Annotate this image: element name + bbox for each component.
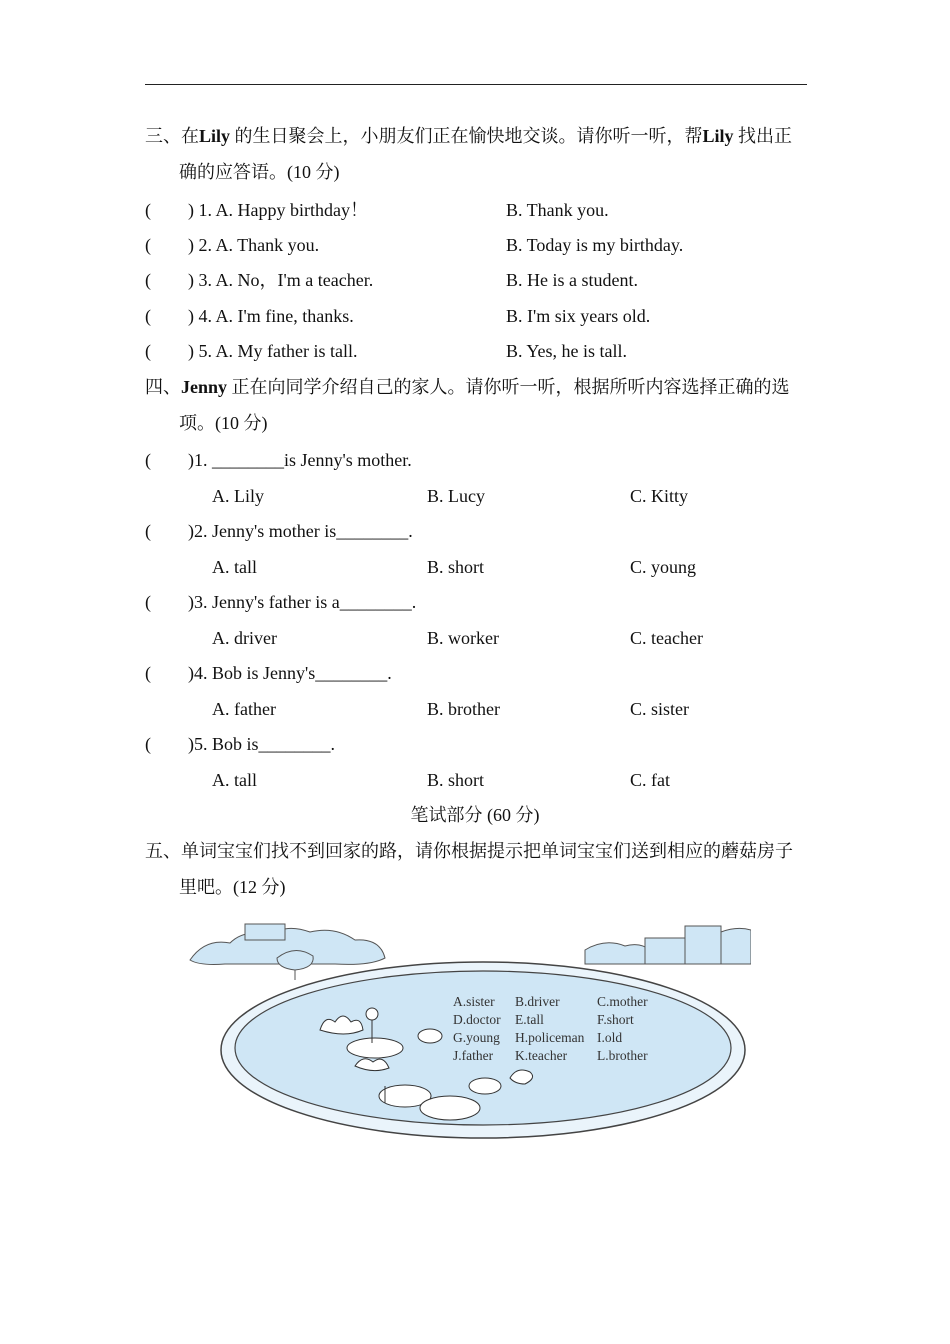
option-a: A. tall [212, 557, 257, 577]
question-text: )5. Bob is________. [188, 734, 336, 754]
section-5-instruction: 五、单词宝宝们找不到回家的路，请你根据提示把单词宝宝们送到相应的蘑菇房子里吧。(12 分) [145, 841, 793, 897]
answer-blank[interactable]: ( [145, 200, 151, 220]
word-g: G.young [453, 1030, 500, 1045]
word-b: B.driver [515, 994, 560, 1009]
option-b: B. short [427, 770, 485, 790]
option-b: B. Thank you. [506, 200, 609, 220]
pond-illustration [185, 918, 751, 1148]
option-b: B. I'm six years old. [506, 306, 651, 326]
word-c: C.mother [597, 994, 648, 1009]
word-i: I.old [597, 1030, 623, 1045]
option-b: B. short [427, 557, 485, 577]
option-c: C. fat [630, 770, 670, 790]
option-b: B. Lucy [427, 486, 485, 506]
option-b: B. brother [427, 699, 500, 719]
word-f: F.short [597, 1012, 634, 1027]
question-text: ) 5. A. My father is tall. [188, 341, 358, 361]
option-b: B. worker [427, 628, 499, 648]
word-d: D.doctor [453, 1012, 501, 1027]
answer-blank[interactable]: ( [145, 235, 151, 255]
option-a: A. tall [212, 770, 257, 790]
answer-blank[interactable]: ( [145, 521, 151, 541]
question-text: )1. ________is Jenny's mother. [188, 450, 412, 470]
option-c: C. Kitty [630, 486, 689, 506]
word-e: E.tall [515, 1012, 544, 1027]
option-c: C. sister [630, 699, 690, 719]
word-j: J.father [453, 1048, 494, 1063]
question-text: ) 2. A. Thank you. [188, 235, 320, 255]
answer-blank[interactable]: ( [145, 734, 151, 754]
option-b: B. Today is my birthday. [506, 235, 684, 255]
question-text: ) 1. A. Happy birthday！ [188, 200, 368, 220]
question-text: ) 4. A. I'm fine, thanks. [188, 306, 354, 326]
option-b: B. He is a student. [506, 270, 638, 290]
option-a: A. Lily [212, 486, 264, 506]
answer-blank[interactable]: ( [145, 450, 151, 470]
question-text: )3. Jenny's father is a________. [188, 592, 417, 612]
header-rule [145, 84, 807, 85]
answer-blank[interactable]: ( [145, 270, 151, 290]
written-part-title: 笔试部分 (60 分) [410, 805, 540, 825]
word-k: K.teacher [515, 1048, 568, 1063]
question-text: ) 3. A. No，I'm a teacher. [188, 270, 374, 290]
word-l: L.brother [597, 1048, 648, 1063]
answer-blank[interactable]: ( [145, 306, 151, 326]
answer-blank[interactable]: ( [145, 663, 151, 683]
question-text: )4. Bob is Jenny's________. [188, 663, 392, 683]
word-h: H.policeman [515, 1030, 585, 1045]
answer-blank[interactable]: ( [145, 592, 151, 612]
question-text: )2. Jenny's mother is________. [188, 521, 413, 541]
option-b: B. Yes, he is tall. [506, 341, 628, 361]
option-c: C. young [630, 557, 697, 577]
option-c: C. teacher [630, 628, 703, 648]
answer-blank[interactable]: ( [145, 341, 151, 361]
option-a: A. driver [212, 628, 277, 648]
section-4-instruction: 四、Jenny 正在向同学介绍自己的家人。请你听一听，根据所听内容选择正确的选项。(10 分) [145, 377, 790, 433]
section-3-instruction: 三、在Lily 的生日聚会上，小朋友们正在愉快地交谈。请你听一听，帮Lily 找出正确的应答语。(10 分) [145, 126, 793, 182]
word-a: A.sister [453, 994, 495, 1009]
option-a: A. father [212, 699, 276, 719]
